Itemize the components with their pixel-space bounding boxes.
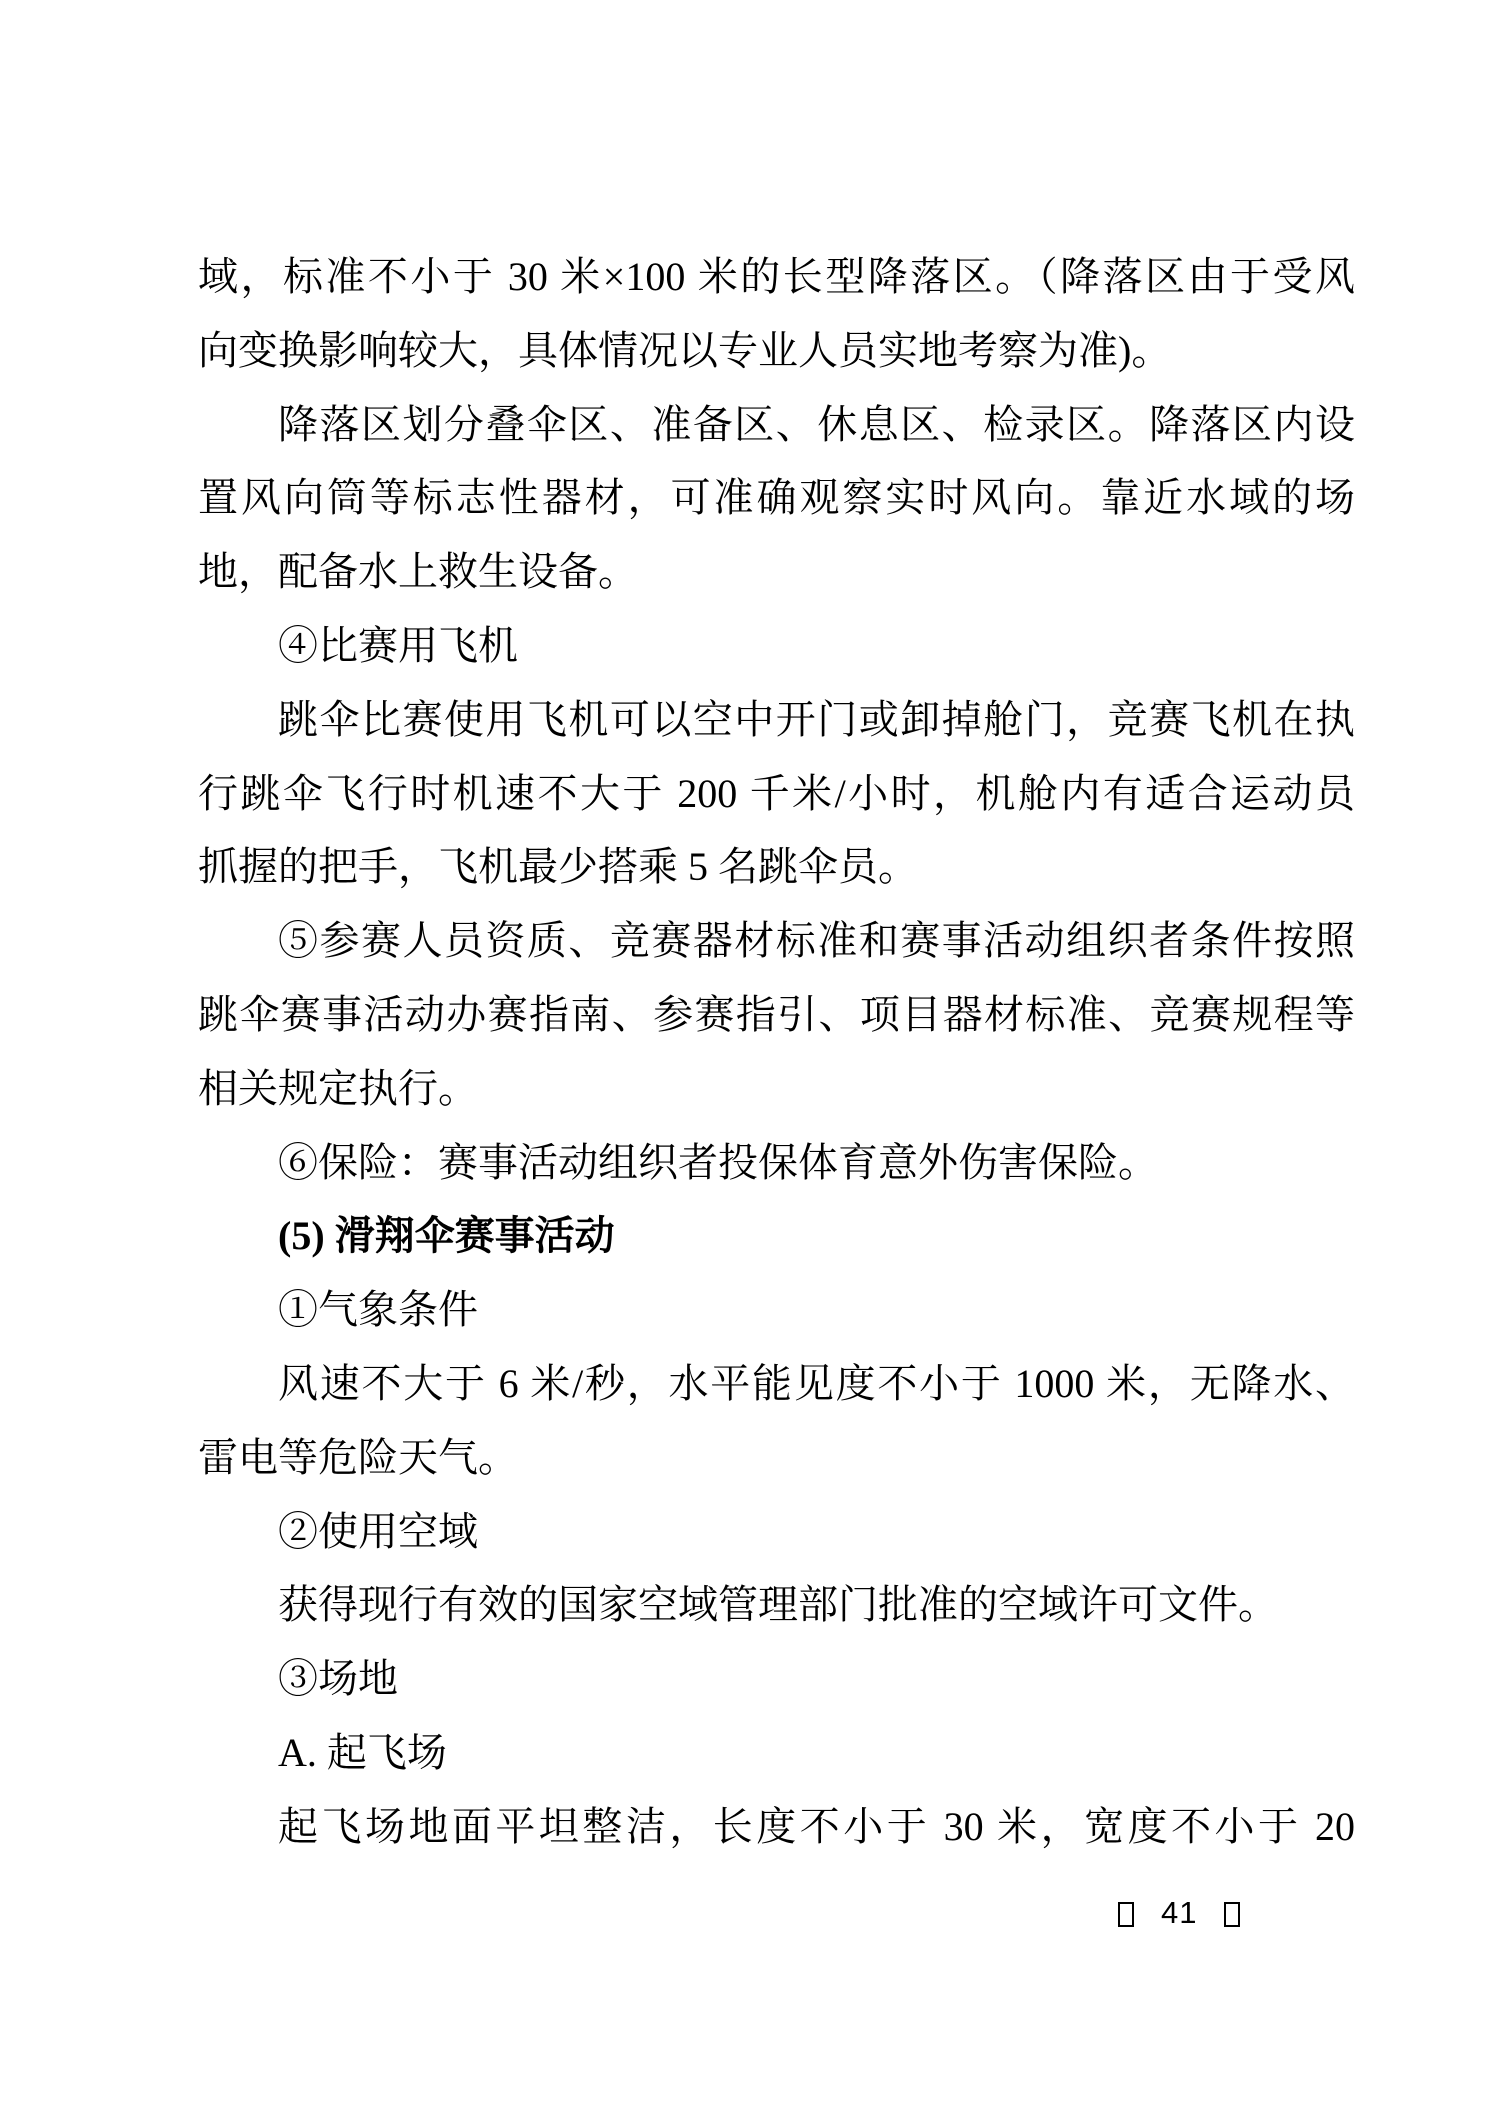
text-line: ⑤参赛人员资质、竞赛器材标准和赛事活动组织者条件按照 [278,918,1355,964]
item-heading-line: A. 起飞场 [278,1729,447,1775]
text-line: 获得现行有效的国家空域管理部门批准的空域许可文件。 [278,1582,1278,1628]
page-number: 41 [1161,1895,1198,1930]
item-heading-line: ①气象条件 [278,1287,478,1333]
text-line: 跳伞比赛使用飞机可以空中开门或卸掉舱门，竞赛飞机在执 [278,696,1355,742]
document-body [198,240,1355,1864]
item-heading-line: ④比赛用飞机 [278,622,518,668]
text-line: ⑥保险：赛事活动组织者投保体育意外伤害保险。 [278,1139,1158,1185]
item-heading-line: ③场地 [278,1656,398,1702]
text-line: 风速不大于 6 米/秒，水平能见度不小于 1000 米，无降水、 [278,1360,1355,1406]
missing-glyph-box-icon [1224,1902,1240,1927]
text-line: 地，配备水上救生设备。 [198,549,638,595]
text-line: 相关规定执行。 [198,1065,478,1111]
missing-glyph-box-icon [1118,1902,1134,1927]
text-line: 起飞场地面平坦整洁，长度不小于 30 米，宽度不小于 20 [278,1803,1355,1849]
page-footer [1118,1895,1240,1930]
text-line: 置风向筒等标志性器材，可准确观察实时风向。靠近水域的场 [198,475,1355,521]
text-line: 行跳伞飞行时机速不大于 200 千米/小时，机舱内有适合运动员 [198,770,1355,816]
text-line: 域，标准不小于 30 米×100 米的长型降落区。（降落区由于受风 [198,254,1355,299]
item-heading-line: ②使用空域 [278,1508,478,1554]
section-heading-line: (5) 滑翔伞赛事活动 [278,1213,615,1259]
text-line: 抓握的把手，飞机最少搭乘 5 名跳伞员。 [198,844,918,890]
text-line: 雷电等危险天气。 [198,1434,518,1480]
text-line: 降落区划分叠伞区、准备区、休息区、检录区。降落区内设 [278,401,1355,447]
text-line: 向变换影响较大，具体情况以专业人员实地考察为准)。 [198,327,1172,373]
text-line: 跳伞赛事活动办赛指南、参赛指引、项目器材标准、竞赛规程等 [198,991,1355,1037]
